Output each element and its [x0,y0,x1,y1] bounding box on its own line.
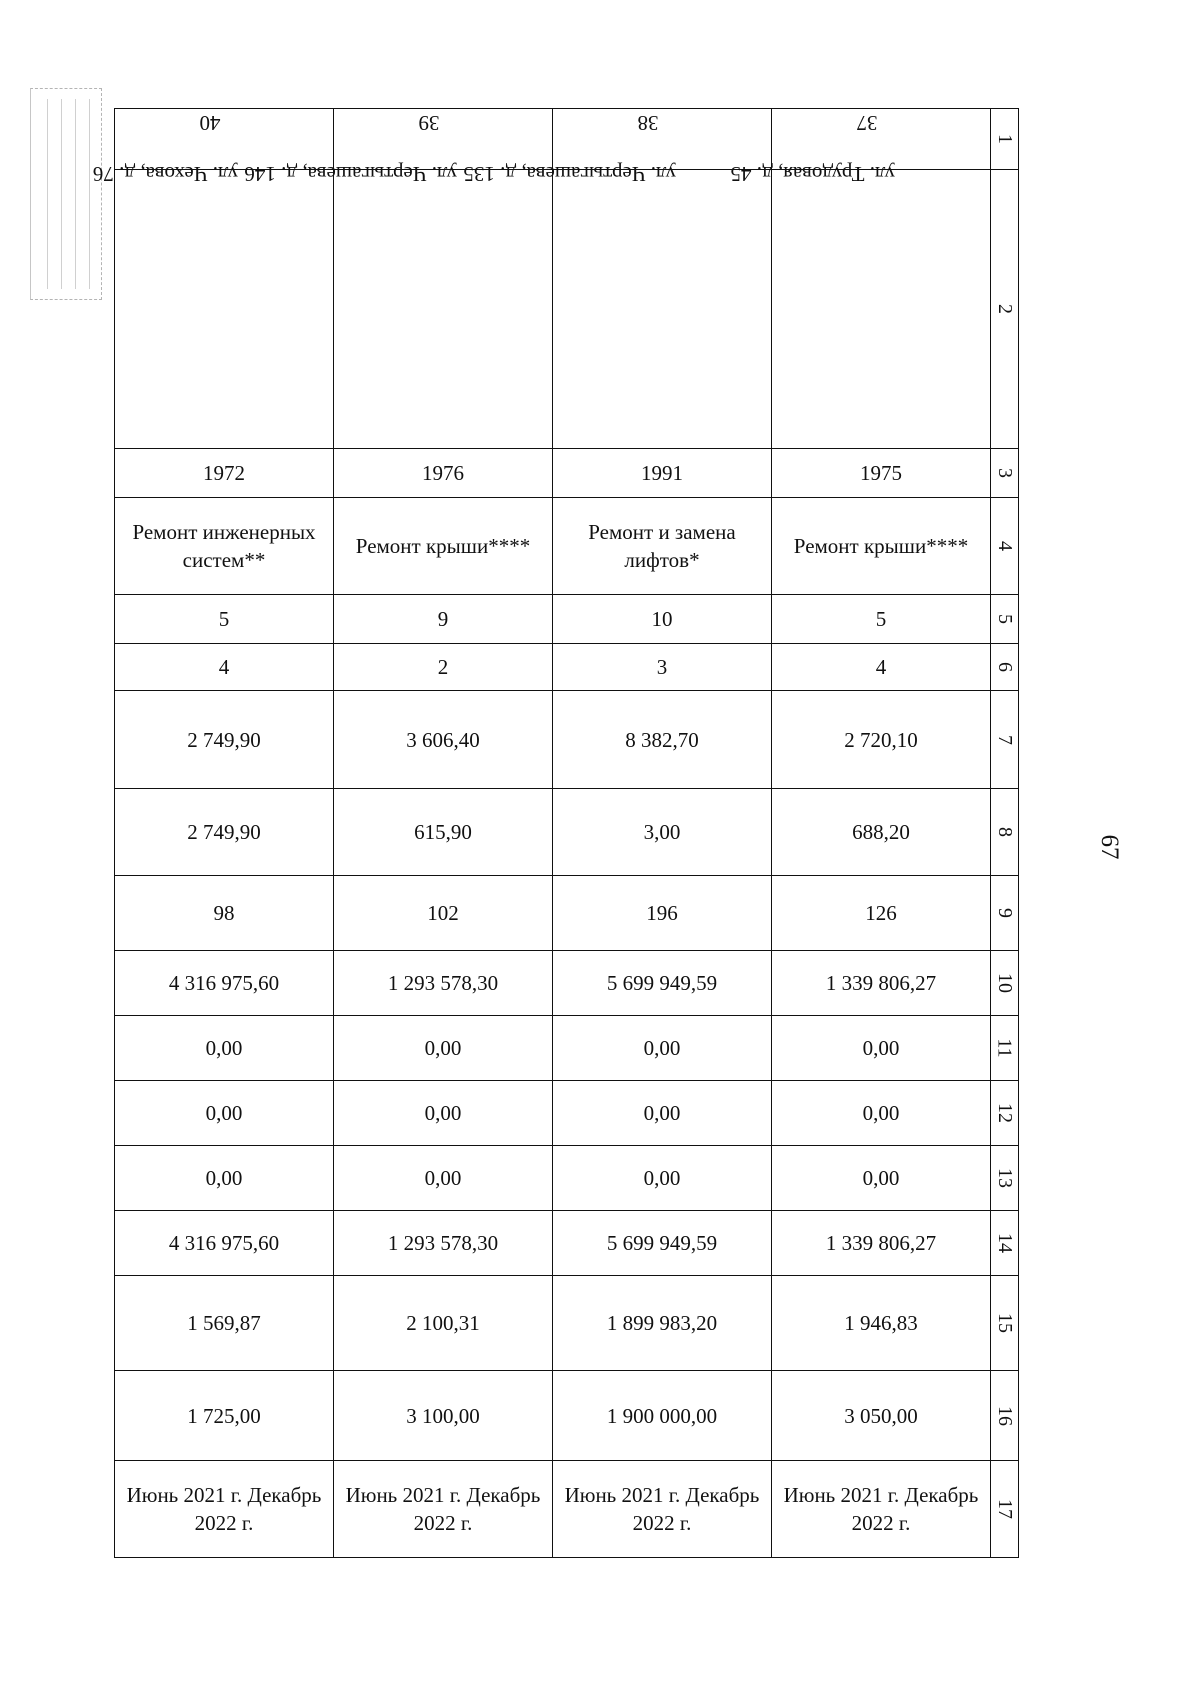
address-text: ул. Чертыгашева, д. 135 [463,162,676,186]
column-index [991,1016,1019,1081]
cell-term: Июнь 2021 г. Декабрь 2022 г. [334,1461,553,1558]
cell-area_total: 8 382,70 [553,691,772,789]
column-index-label: 4 [993,541,1016,551]
cell-cost_total: 1 293 578,30 [334,951,553,1016]
table-row [115,1211,1019,1276]
table-row [115,449,1019,498]
table-body [92,109,1019,1558]
cell-entrances: 4 [115,644,334,691]
column-index-label: 5 [993,614,1016,624]
column-index [991,498,1019,595]
cell-floors: 9 [334,595,553,644]
cell-year: 1976 [334,449,553,498]
table-row [115,644,1019,691]
column-index [991,595,1019,644]
cell-cost_total: 1 339 806,27 [772,951,991,1016]
column-index [991,1146,1019,1211]
column-index [991,1081,1019,1146]
cell-floors: 10 [553,595,772,644]
table-row [115,1081,1019,1146]
record-number: 40 [199,111,221,135]
column-index-label: 10 [993,973,1016,993]
cell-limit_cost: 1 725,00 [115,1371,334,1461]
column-index-label: 2 [993,304,1016,314]
table-row [115,1276,1019,1371]
cell-floors: 5 [772,595,991,644]
column-index [991,449,1019,498]
cell-fund_3: 0,00 [115,1146,334,1211]
cell-work: Ремонт инженерных систем** [115,498,334,595]
column-index-label: 8 [993,827,1016,837]
cell-year: 1975 [772,449,991,498]
cell-entrances: 3 [553,644,772,691]
cell-fund_1: 0,00 [334,1016,553,1081]
cell-unit_cost: 2 100,31 [334,1276,553,1371]
cell-unit_cost: 1 946,83 [772,1276,991,1371]
cell-work: Ремонт и замена лифтов* [553,498,772,595]
cell-address [730,162,991,449]
table-row [115,170,1019,449]
column-index-label: 7 [993,734,1016,745]
column-index-label: 16 [993,1405,1016,1426]
table-row [115,1146,1019,1211]
cell-work: Ремонт крыши**** [772,498,991,595]
column-index [991,789,1019,876]
cell-term: Июнь 2021 г. Декабрь 2022 г. [115,1461,334,1558]
cell-address [92,162,334,449]
cell-residents: 98 [115,876,334,951]
cell-fund_owners: 4 316 975,60 [115,1211,334,1276]
table-row [115,789,1019,876]
cell-residents: 196 [553,876,772,951]
cell-address [244,162,553,449]
cell-fund_2: 0,00 [334,1081,553,1146]
record-number: 39 [418,111,440,135]
record-number: 38 [637,111,659,135]
cell-area_2: 3,00 [553,789,772,876]
cell-fund_owners: 5 699 949,59 [553,1211,772,1276]
cell-entrances: 2 [334,644,553,691]
column-index [991,1371,1019,1461]
cell-year: 1991 [553,449,772,498]
cell-fund_1: 0,00 [115,1016,334,1081]
column-index [991,109,1019,170]
table-row [115,951,1019,1016]
cell-term: Июнь 2021 г. Декабрь 2022 г. [553,1461,772,1558]
cell-residents: 102 [334,876,553,951]
cell-fund_3: 0,00 [553,1146,772,1211]
table-row [115,1371,1019,1461]
cell-unit_cost: 1 569,87 [115,1276,334,1371]
cell-fund_3: 0,00 [334,1146,553,1211]
capital-repair-table [92,108,1019,1558]
address-text: ул. Чертыгашева, д. 146 [244,162,457,186]
address-text: ул. Чехова, д. 76 [92,162,238,186]
cell-term: Июнь 2021 г. Декабрь 2022 г. [772,1461,991,1558]
cell-area_total: 3 606,40 [334,691,553,789]
address-text: ул. Трудовая, д. 45 [730,162,895,186]
cell-fund_owners: 1 293 578,30 [334,1211,553,1276]
cell-area_total: 2 720,10 [772,691,991,789]
column-index [991,951,1019,1016]
column-index-label: 15 [993,1313,1016,1333]
column-index [991,1211,1019,1276]
column-index-label: 17 [993,1499,1016,1519]
column-index-label: 12 [993,1103,1016,1123]
column-index-label: 14 [993,1233,1016,1253]
column-index [991,1276,1019,1371]
table-row [115,595,1019,644]
cell-year: 1972 [115,449,334,498]
table-row [115,691,1019,789]
page-number: 67 [1096,834,1123,860]
cell-area_2: 688,20 [772,789,991,876]
table-row [115,498,1019,595]
column-index [991,170,1019,449]
cell-area_2: 2 749,90 [115,789,334,876]
column-index [991,691,1019,789]
column-index-label: 1 [993,134,1016,144]
column-index-label: 3 [993,468,1016,478]
column-index-label: 13 [993,1168,1016,1188]
table-row [115,876,1019,951]
cell-fund_2: 0,00 [772,1081,991,1146]
cell-cost_total: 5 699 949,59 [553,951,772,1016]
cell-fund_1: 0,00 [553,1016,772,1081]
cell-fund_owners: 1 339 806,27 [772,1211,991,1276]
cell-area_2: 615,90 [334,789,553,876]
table-row [115,1016,1019,1081]
column-index [991,1461,1019,1558]
cell-entrances: 4 [772,644,991,691]
cell-work: Ремонт крыши**** [334,498,553,595]
column-index-label: 6 [993,662,1016,672]
column-index [991,644,1019,691]
column-index-label: 11 [993,1038,1016,1058]
record-number: 37 [856,111,878,135]
cell-residents: 126 [772,876,991,951]
approval-stamp [30,88,102,300]
cell-fund_3: 0,00 [772,1146,991,1211]
cell-address [463,162,772,449]
table-row [115,1461,1019,1558]
cell-limit_cost: 3 100,00 [334,1371,553,1461]
cell-fund_2: 0,00 [553,1081,772,1146]
cell-unit_cost: 1 899 983,20 [553,1276,772,1371]
cell-fund_2: 0,00 [115,1081,334,1146]
cell-limit_cost: 3 050,00 [772,1371,991,1461]
cell-limit_cost: 1 900 000,00 [553,1371,772,1461]
cell-floors: 5 [115,595,334,644]
cell-cost_total: 4 316 975,60 [115,951,334,1016]
cell-fund_1: 0,00 [772,1016,991,1081]
column-index-label: 9 [993,908,1016,918]
cell-area_total: 2 749,90 [115,691,334,789]
column-index [991,876,1019,951]
